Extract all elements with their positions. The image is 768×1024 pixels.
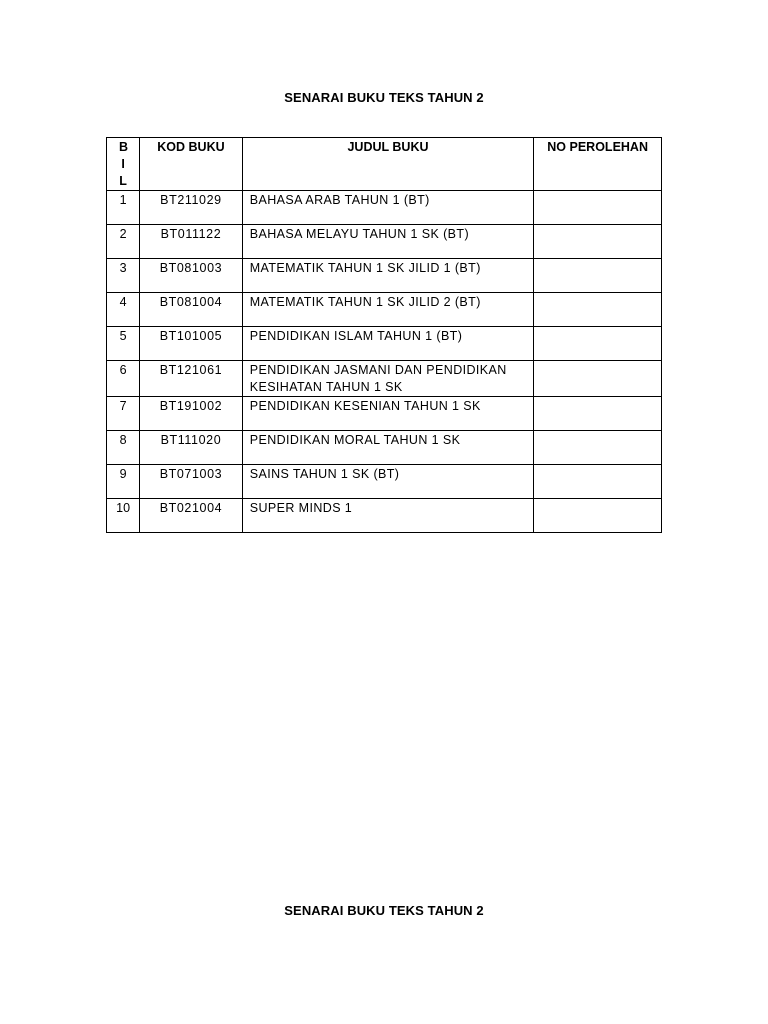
cell-judul-buku: MATEMATIK TAHUN 1 SK JILID 1 (BT) xyxy=(242,259,534,293)
table-row xyxy=(107,431,662,465)
table-row xyxy=(107,191,662,225)
cell-bil: 8 xyxy=(107,431,140,465)
table-row xyxy=(107,397,662,431)
cell-bil: 9 xyxy=(107,465,140,499)
cell-no-perolehan xyxy=(534,191,662,225)
cell-kod-buku: BT211029 xyxy=(140,191,243,225)
cell-judul-buku: MATEMATIK TAHUN 1 SK JILID 2 (BT) xyxy=(242,293,534,327)
cell-bil: 4 xyxy=(107,293,140,327)
table-row xyxy=(107,499,662,533)
table-row xyxy=(107,327,662,361)
cell-kod-buku: BT081004 xyxy=(140,293,243,327)
table-row xyxy=(107,259,662,293)
cell-judul-buku: PENDIDIKAN KESENIAN TAHUN 1 SK xyxy=(242,397,534,431)
table-header-row xyxy=(107,138,662,191)
cell-bil: 3 xyxy=(107,259,140,293)
cell-kod-buku: BT071003 xyxy=(140,465,243,499)
cell-judul-buku: BAHASA ARAB TAHUN 1 (BT) xyxy=(242,191,534,225)
cell-bil: 7 xyxy=(107,397,140,431)
cell-no-perolehan xyxy=(534,293,662,327)
cell-no-perolehan xyxy=(534,499,662,533)
cell-judul-buku: PENDIDIKAN ISLAM TAHUN 1 (BT) xyxy=(242,327,534,361)
cell-judul-buku: SAINS TAHUN 1 SK (BT) xyxy=(242,465,534,499)
cell-bil: 10 xyxy=(107,499,140,533)
cell-no-perolehan xyxy=(534,431,662,465)
cell-bil: 1 xyxy=(107,191,140,225)
cell-judul-buku: SUPER MINDS 1 xyxy=(242,499,534,533)
cell-no-perolehan xyxy=(534,327,662,361)
cell-kod-buku: BT101005 xyxy=(140,327,243,361)
cell-no-perolehan xyxy=(534,361,662,397)
cell-kod-buku: BT121061 xyxy=(140,361,243,397)
cell-bil: 2 xyxy=(107,225,140,259)
textbook-table xyxy=(106,137,662,533)
table-row xyxy=(107,225,662,259)
cell-no-perolehan xyxy=(534,225,662,259)
cell-judul-buku: BAHASA MELAYU TAHUN 1 SK (BT) xyxy=(242,225,534,259)
table-row xyxy=(107,293,662,327)
cell-no-perolehan xyxy=(534,397,662,431)
cell-judul-buku: PENDIDIKAN MORAL TAHUN 1 SK xyxy=(242,431,534,465)
next-page-title: SENARAI BUKU TEKS TAHUN 2 xyxy=(284,903,484,918)
cell-judul-buku: PENDIDIKAN JASMANI DAN PENDIDIKAN KESIHATAN TAHUN 1 SK xyxy=(242,361,534,397)
cell-kod-buku: BT011122 xyxy=(140,225,243,259)
cell-no-perolehan xyxy=(534,259,662,293)
table-row xyxy=(107,361,662,397)
cell-bil: 5 xyxy=(107,327,140,361)
cell-kod-buku: BT111020 xyxy=(140,431,243,465)
header-judul-buku: JUDUL BUKU xyxy=(242,138,534,191)
header-kod-buku: KOD BUKU xyxy=(140,138,243,191)
cell-bil: 6 xyxy=(107,361,140,397)
header-no-perolehan: NO PEROLEHAN xyxy=(534,138,662,191)
cell-no-perolehan xyxy=(534,465,662,499)
cell-kod-buku: BT191002 xyxy=(140,397,243,431)
page-title: SENARAI BUKU TEKS TAHUN 2 xyxy=(284,90,484,105)
header-bil: BIL xyxy=(107,138,140,191)
cell-kod-buku: BT021004 xyxy=(140,499,243,533)
table-row xyxy=(107,465,662,499)
cell-kod-buku: BT081003 xyxy=(140,259,243,293)
